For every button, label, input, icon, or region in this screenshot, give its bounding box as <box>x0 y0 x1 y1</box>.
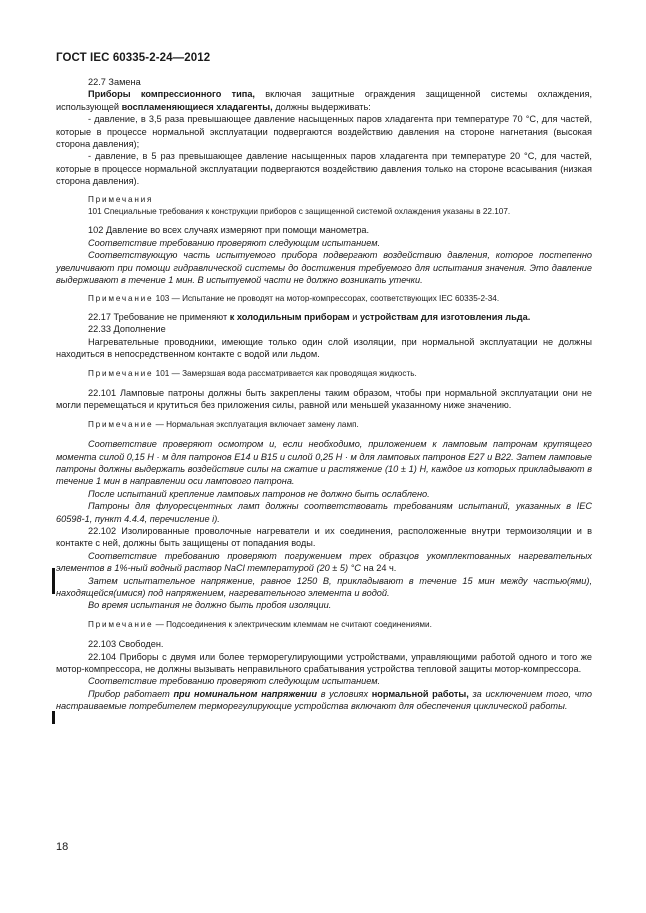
paragraph: 22.17 Требование не применяют к холодильным приборам и устройствам для изготовления льда. <box>88 311 531 322</box>
document-header: ГОСТ IEC 60335-2-24—2012 <box>56 52 211 64</box>
note: Примечание 103 — Испытание не проводят на мотор-компрессорах, соответствующих IEC 60335-2-34. <box>88 293 500 303</box>
term: устройствам для изготовления льда. <box>359 311 531 322</box>
note: Примечание — Подсоединения к электрическим клеммам не считают соединениями. <box>88 619 432 629</box>
paragraph: 22.101 Ламповые патроны должны быть закреплены таким образом, чтобы при нормальной эксплуатации они не могли перемещаться и крутиться без приложения силы, равной или меньшей указанному ниже значению. <box>56 387 592 411</box>
paragraph: 22.103 Свободен. <box>88 639 164 650</box>
term: при номинальном напряжении <box>173 688 318 699</box>
note: Примечание — Нормальная эксплуатация включает замену ламп. <box>88 419 359 429</box>
document-body <box>56 76 592 713</box>
term: Приборы компрессионного типа, <box>88 89 255 100</box>
paragraph: Соответствие проверяют осмотром и, если необходимо, приложением к ламповым патронам крутящего момента силой 0,15 Н · м для патронов Е14 и В15 и силой 0,25 Н · м для ламповых патронов Е27 и В22. Затем ламповые патроны должны выдержать воздействие силы на сжатие и растяжение (10 ± 1) Н, каждое из которых прикладывают в течение 1 мин в направлении оси лампового патрона. <box>56 439 592 487</box>
paragraph: После испытаний крепление ламповых патронов не должно быть ослаблено. <box>88 488 430 499</box>
paragraph: Во время испытания не должно быть пробоя изоляции. <box>88 600 332 611</box>
note: Примечание 101 — Замерзшая вода рассматривается как проводящая жидкость. <box>88 368 417 378</box>
page-number: 18 <box>56 841 69 853</box>
paragraph: Соответствующую часть испытуемого прибора подвергают воздействию давления, которое постепенно увеличивают при помощи гидравлической системы до достижения требуемого для испытания значения. Это давление выдерживают в течение 1 мин. В испытуемой части не должно возникать утечки. <box>56 250 592 286</box>
paragraph: Прибор работает при номинальном напряжении в условиях нормальной работы, за исключением того, что настраиваемые потребителем терморегулирующие устройства включают для обеспечения циклической работы. <box>56 688 593 712</box>
paragraph: - давление, в 3,5 раза превышающее давление насыщенных паров хладагента при температуре 70 °С, для частей, которые в процессе нормальной эксплуатации подвергаются воздействию давления на стороне нагнетания (высокая сторона давления); <box>56 114 592 150</box>
term: к холодильным приборам <box>229 311 350 322</box>
paragraph: Соответствие требованию проверяют следующим испытанием. <box>88 676 381 687</box>
note-label: Примечания <box>88 194 154 204</box>
paragraph: 22.104 Приборы с двумя или более терморегулирующими устройствами, управляющими работой одного и того же мотор-компрессора, не должны вызывать неправильного срабатывания устройства тепловой защиты мотор-компрессора. <box>56 651 592 675</box>
section-heading: 22.33 Дополнение <box>88 324 166 335</box>
change-bar <box>52 711 55 724</box>
note-text: 101 Специальные требования к конструкции приборов с защищенной системой охлаждения указаны в 22.107. <box>88 207 511 217</box>
term: воспламеняющиеся хладагенты, <box>121 101 273 112</box>
paragraph: 22.102 Изолированные проволочные нагреватели и их соединения, расположенные внутри термоизоляции и в контакте с ней, должны быть защищены от попадания воды. <box>56 526 592 549</box>
paragraph: 102 Давление во всех случаях измеряют при помощи манометра. <box>88 225 370 236</box>
paragraph: Патроны для флуоресцентных ламп должны соответствовать требованиям испытаний, указанных в IEC 60598-1, пункт 4.4.4, перечисление i). <box>56 501 592 524</box>
paragraph: - давление, в 5 раз превышающее давление насыщенных паров хладагента при температуре 20 °С, для частей, которые в процессе нормальной эксплуатации подвергаются воздействию давления только на стороне всасывания (низкая сторона давления). <box>56 151 592 187</box>
paragraph: Затем испытательное напряжение, равное 1250 В, прикладывают в течение 15 мин между частью(ями), находящейся(имися) под напряжением, нагревательного элемента и водой. <box>56 575 592 599</box>
section-heading: 22.7 Замена <box>88 77 141 87</box>
change-bar <box>52 568 55 594</box>
paragraph: Соответствие требованию проверяют следующим испытанием. <box>88 237 381 248</box>
paragraph: Соответствие требованию проверяют погружением трех образцов укомплектованных нагревательных элементов в 1%-ный водный раствор NaCl температурой (20 ± 5) °С на 24 ч. <box>56 550 592 574</box>
paragraph: Нагревательные проводники, имеющие только один слой изоляции, при нормальной эксплуатации не должны находиться в непосредственном контакте с водой или льдом. <box>56 336 592 360</box>
term: нормальной работы, <box>371 688 469 699</box>
paragraph: Приборы компрессионного типа, включая защитные ограждения защищенной системы охлаждения, использующей воспламеняющиеся хладагенты, должны выдерживать: <box>56 89 592 112</box>
